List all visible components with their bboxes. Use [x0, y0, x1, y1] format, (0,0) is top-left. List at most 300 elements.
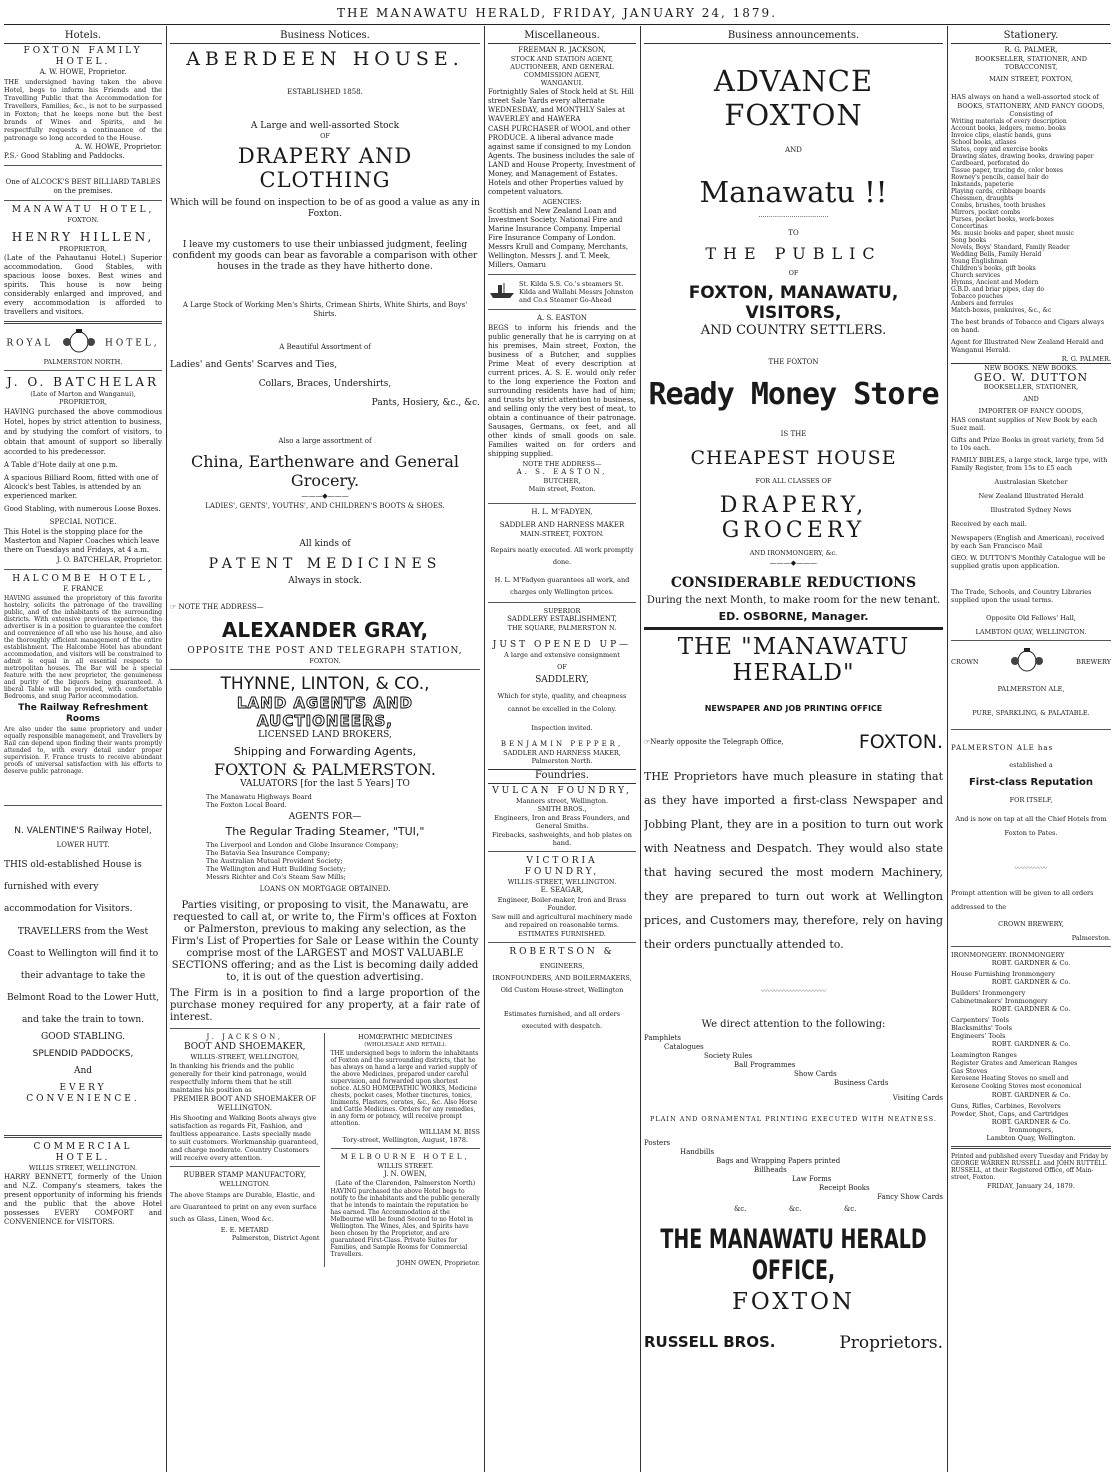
ad-title: China, Earthenware and General Grocery. [191, 452, 459, 490]
hotels-column [4, 30, 162, 1472]
ad-text: Newspapers (English and American), received by each San Francisco Mail [951, 534, 1105, 550]
ad-text: MAIN STREET, FOXTON, [989, 75, 1073, 83]
list-item: School books, atlases [951, 139, 1017, 146]
ad-text: CROWN BREWERY, [998, 920, 1064, 928]
two-column-ads [170, 1033, 480, 1267]
ad-text: The Batavia Sea Insurance Company; [206, 849, 330, 857]
ad-text: BOOKSELLER, STATIONER, [983, 383, 1079, 391]
ad-title: BOOT AND SHOEMAKER, [184, 1042, 306, 1052]
ad-text: SUPERIOR [543, 607, 581, 615]
list-item: Bags and Wrapping Papers printed [716, 1157, 841, 1165]
ad-text: All kinds of [299, 539, 351, 549]
ad-text: Nearly opposite the Telegraph Office, [650, 737, 784, 746]
ad-text: Builders' Ironmongery [951, 989, 1026, 997]
ad-title: IRONMONGERY. IRONMONGERY [951, 951, 1065, 959]
ad-title: THYNNE, LINTON, & CO., [220, 674, 430, 694]
ad-title: A. S. EASTON, [516, 468, 608, 476]
office-address [644, 731, 943, 753]
ad-jackson [170, 1033, 325, 1267]
ad-body: TRAVELLERS from the West Coast to Wellington will find it to their advantage to take the Belmont Road to the Lower Hutt, and take the train to town. [6, 927, 160, 1025]
list-item: Rowney's pencils, camel hair do [951, 174, 1049, 181]
ad-title: RUSSELL BROS. [644, 1333, 776, 1351]
ad-title: J. JACKSON, [206, 1033, 284, 1041]
ad-text: Blacksmiths' Tools [951, 1024, 1012, 1032]
ad-body: Are also under the same proprietory and under equally responsible management, and Travellers by Rail can depend upon finding their wants promptly attended to, with every detail under proper supervision. F. France trusts to receive abundant proofs of universal satisfaction with his efforts to deserve public patronage. [4, 726, 162, 775]
printing-list-1 [644, 1030, 943, 1090]
ad-text: ROBT. GARDNER & Co. [991, 959, 1071, 967]
ad-title: AND COUNTRY SETTLERS. [700, 323, 887, 338]
ad-title: FOXTON FAMILY HOTEL. [23, 46, 143, 67]
ad-title: PALMERSTON ALE has [951, 744, 1054, 752]
ad-text: BOOKS, STATIONERY, AND FANCY GOODS, [957, 102, 1105, 110]
column-heading: Stationery. [951, 30, 1111, 44]
ad-text: AGENTS FOR— [288, 812, 362, 822]
list-item: Church services [951, 272, 1001, 279]
ad-heading: AGENCIES: [542, 198, 582, 206]
list-item: Fancy Show Cards [877, 1193, 943, 1201]
ad-body: HAVING purchased the above commodious Hotel, hopes by strict attention to business, and by studying the comfort of visitors, to obtain that amount of support so liberally accorded to his predecessor. [4, 408, 162, 456]
ad-text: A Large and well-assorted Stock [250, 121, 400, 131]
ad-text: House Furnishing Ironmongery [951, 970, 1055, 978]
ad-text: PREMIER BOOT AND SHOEMAKER OF WELLINGTON. [173, 1095, 317, 1112]
ad-text: IMPORTER OF FANCY GOODS, [978, 407, 1084, 415]
ad-text: E. E. METARD [220, 1226, 269, 1234]
ad-text: A Beautiful Assortment of [279, 343, 371, 351]
ad-text: And [73, 1066, 93, 1076]
ad-text: PURE, SPARKLING, & PALATABLE. [972, 709, 1090, 717]
ad-text: The Liverpool and London and Globe Insurance Company; [206, 841, 399, 849]
ad-title: HENRY HILLEN, [11, 230, 155, 244]
ad-text: Collars, Braces, Undershirts, [258, 379, 392, 389]
ad-text: New Zealand Illustrated Herald [978, 492, 1084, 500]
list-item: Writing materials of every description [951, 118, 1067, 125]
column-divider [640, 26, 641, 1472]
ad-text: VALUATORS [for the last 5 Years] TO [240, 779, 410, 789]
ad-text: SADDLER AND HARNESS MAKER, [503, 749, 621, 757]
pointing-hand-icon: ☞ [170, 603, 179, 611]
ad-title: SADDLERY ESTABLISHMENT, [507, 615, 617, 623]
divider-wavy: 〰〰〰〰〰 [1014, 864, 1048, 872]
ad-text: Cabinetmakers' Ironmongery [951, 997, 1048, 1005]
ad-text: Manners street, Wellington. [515, 797, 609, 805]
ad-text: Carpenters' Tools [951, 1016, 1009, 1024]
crown-brewery-heading [951, 647, 1111, 677]
ad-text: Repairs neatly executed. All work promptly done. [490, 546, 634, 566]
section-heading: Foundries. [488, 769, 636, 784]
ad-text: NEWSPAPER AND JOB PRINTING OFFICE [704, 704, 883, 713]
business-column [170, 30, 480, 1472]
ad-body: BEGS to inform his friends and the public generally that he is carrying on at his premises, Main street, Foxton, the business of a Butcher, and supplies Prime Meat of every description at current prices. A. S. E. would only refer to the long experience the Foxton and surrounding residents have had of him; and trusts by strict attention to business, and selling only the very best of meat, to obtain a continuance of their patronage. Sausages, Germans, ox feet, and all other kinds of small goods on sale. Families waited on for orders and shipping supplied. [488, 324, 636, 458]
ad-text: LADIES', GENTS', YOUTHS', AND CHILDREN'S BOOTS & SHOES. [205, 502, 445, 510]
ad-text: LAMBTON QUAY, WELLINGTON. [975, 628, 1087, 636]
ad-text: Australasian Sketcher [994, 478, 1068, 486]
ad-title: ROYAL [6, 338, 54, 349]
ad-body: (Late of the Pahautanui Hotel.) Superior accommodation. Good Stables, with spacious loose boxes. Best wines and spirits. This house is now being considerably enlarged and improved, and every accommodation is afforded to travellers and visitors. [4, 254, 162, 316]
announcements-column [644, 30, 943, 1472]
ad-text: The Australian Mutual Provident Society; [206, 857, 343, 865]
steamship-icon [488, 280, 516, 304]
ad-text: ED. OSBORNE, Manager. [718, 610, 869, 623]
ad-heading: SPECIAL NOTICE. [49, 518, 117, 526]
ad-text: Main street, Foxton. [528, 485, 596, 493]
ad-title: COMMERCIAL HOTEL. [33, 1142, 133, 1163]
coat-of-arms-icon [59, 328, 99, 358]
ad-text: The Trade, Schools, and Country Libraries supplied upon the usual terms. [951, 588, 1092, 604]
divider-wavy: 〰〰〰〰〰〰〰〰〰〰 [761, 987, 826, 995]
ad-text: Always in stock. [288, 576, 362, 586]
ad-title: SADDLER AND HARNESS MAKER [499, 521, 625, 529]
ad-text: PALMERSTON NORTH. [43, 358, 123, 366]
list-item: &c. [789, 1205, 802, 1213]
ad-text: FOR ITSELF, [1009, 796, 1053, 804]
ad-text: A spacious Billiard Room, fitted with one of Alcock's best Tables, is attended by an experienced marker. [4, 474, 159, 500]
column-heading: Hotels. [4, 30, 162, 44]
ad-text: Kerosene Cooking Stoves most economical [951, 1083, 1082, 1090]
ad-text: NEW BOOKS. NEW BOOKS. [951, 363, 1111, 372]
list-item: Drawing slates, drawing books, drawing paper [951, 153, 1094, 160]
pointing-hand-icon: ☞ [644, 737, 651, 746]
ad-text: Prompt attention will be given to all orders addressed to the [951, 889, 1094, 911]
ad-text: SMITH BROS., [537, 805, 587, 813]
ad-title: Manawatu !! [699, 175, 888, 209]
ad-text: Shipping and Forwarding Agents, [233, 745, 417, 758]
ad-text: Pants, Hosiery, &c., &c. [371, 398, 480, 408]
list-item: Playing cards, cribbage boards [951, 188, 1046, 195]
ad-text: The Foxton Local Board. [206, 801, 287, 809]
list-item: Hymns, Ancient and Modern [951, 279, 1039, 286]
ad-text: WELLINGTON. [219, 1180, 270, 1188]
ad-title: VICTORIA FOUNDRY, [524, 856, 600, 877]
list-item: Business Cards [834, 1079, 889, 1087]
ad-text: THE FOXTON [768, 358, 819, 366]
ad-text: During the next Month, to make room for the new tenant. [646, 595, 941, 606]
ad-title: FOXTON & PALMERSTON. [214, 760, 436, 779]
ad-text: THE SQUARE, PALMERSTON N. [507, 624, 617, 632]
list-item: Tobacco pouches [951, 293, 1003, 300]
ad-text: ROBT. GARDNER & Co. [991, 1091, 1071, 1099]
list-item: &c. [844, 1205, 857, 1213]
list-item: Young Englishman [951, 258, 1008, 265]
ad-text: Guns, Rifles, Carbines, Revolvers [951, 1102, 1061, 1110]
ad-text: A. W. HOWE, Proprietor. [75, 143, 162, 151]
ad-text: ROBT. GARDNER & Co. [991, 978, 1071, 986]
list-item: Ball Programmes [734, 1061, 796, 1069]
ad-text: ROBT. GARDNER & Co. [991, 1118, 1071, 1126]
list-item: Ambers and ferrules [951, 300, 1014, 307]
ad-text: OF [557, 663, 567, 671]
ad-text: H. L. M'Fadyen guarantees all work, and charges only Wellington prices. [494, 576, 630, 596]
ad-text: FOXTON. [67, 216, 99, 224]
list-item: Cardboard, perforated do [951, 160, 1030, 167]
list-item: Society Rules [704, 1052, 753, 1060]
ad-title: JUST OPENED UP— [492, 640, 632, 650]
ad-text: A Large Stock of Working Men's Shirts, Crimean Shirts, White Shirts, and Boys' Shirts. [182, 301, 468, 318]
masthead-rule [4, 24, 1110, 25]
ad-title: CHEAPEST HOUSE [690, 447, 897, 469]
list-item: Concertinas [951, 223, 988, 230]
ad-title: MELBOURNE HOTEL, [340, 1153, 470, 1161]
ad-title: DRAPERY AND CLOTHING [237, 144, 413, 192]
ad-title: FREEMAN R. JACKSON, [518, 46, 606, 54]
list-item: Invoice clips, elastic bands, guns [951, 132, 1052, 139]
note-address [170, 603, 480, 612]
ad-title: FOXTON. [858, 731, 943, 753]
ad-title: GEO. W. DUTTON [973, 371, 1089, 384]
ad-text: BOOKSELLER, STATIONER, AND TOBACCONIST, [974, 55, 1088, 71]
ad-text: The Regular Trading Steamer, "TUI," [225, 825, 425, 838]
ad-text: Leamington Ranges [951, 1051, 1017, 1059]
ad-text: Firebacks, sashweights, and hob plates on hand. [492, 831, 632, 847]
ad-text: Also a large assortment of [278, 437, 372, 445]
ad-text: Which will be found on inspection to be of as good a value as any in Foxton. [170, 198, 480, 219]
column-divider [947, 26, 948, 1472]
list-item: Children's books, gift books [951, 265, 1036, 272]
ad-text: Messrs Richter and Co's Steam Saw Mills; [206, 873, 346, 881]
ad-text: We direct attention to the following: [701, 1019, 886, 1030]
ad-title: DRAPERY, GROCERY [719, 493, 868, 543]
ad-text: FAMILY BIBLES, a large stock, large type, with Family Register, from 15s to £5 each [951, 456, 1108, 472]
ad-text: LICENSED LAND BROKERS, [258, 730, 392, 740]
ad-text: Ironmongers, [1008, 1126, 1054, 1134]
ad-text: LOWER HUTT. [56, 841, 110, 849]
ad-text: WILLIS STREET. [377, 1162, 434, 1170]
ad-text: Illustrated Sydney News [990, 506, 1072, 514]
ad-text: P.S.- Good Stabling and Paddocks. [4, 152, 125, 160]
ad-text: ROBT. GARDNER & Co. [991, 1005, 1071, 1013]
ad-text: BUTCHER, [543, 477, 581, 485]
printing-list-2 [644, 1139, 943, 1225]
list-item: Receipt Books [819, 1184, 870, 1192]
ad-text: FOXTON. [309, 657, 341, 665]
misc-column [488, 30, 636, 1472]
ad-text: Engineer, Boiler-maker, Iron and Brass Founder. [497, 896, 627, 912]
ad-body: Scottish and New Zealand Loan and Investment Society. National Fire and Marine Insurance Company. Imperial Fire Insurance Company of London. Messrs Krull and Company, Merchants, Wellington. Messrs J. and T. Meek, Millers, Oamaru [488, 207, 629, 269]
ad-text: WILLIAM M. BISS [419, 1128, 480, 1136]
ad-title: BENJAMIN PEPPER, [500, 740, 624, 748]
ad-text: Palmerston. [1071, 934, 1111, 942]
ad-title: R. G. PALMER, [1004, 46, 1058, 54]
ad-title: CONSIDERABLE REDUCTIONS [670, 575, 917, 591]
ad-title: FOXTON [731, 1289, 856, 1315]
ad-title: J. O. BATCHELAR [6, 375, 160, 389]
ad-title: VULCAN FOUNDRY, [492, 786, 632, 796]
list-item: Combs, brushes, tooth brushes [951, 202, 1046, 209]
list-item: Show Cards [794, 1070, 837, 1078]
ad-text: ENGINEERS, [539, 962, 585, 970]
divider-ornament: ———◆——— [301, 492, 349, 500]
list-item: Wedding Bells, Family Herald [951, 251, 1042, 258]
ad-text: A Table d'Hote daily at one p.m. [4, 461, 118, 469]
list-item: Handbills [680, 1148, 715, 1156]
proprietors-line [644, 1333, 943, 1353]
column-heading: Business announcements. [644, 30, 943, 44]
ad-text: ROBT. GARDNER & Co. [991, 1040, 1071, 1048]
ad-text: OF [788, 269, 799, 277]
ad-text: IS THE [780, 430, 807, 438]
ad-text: NOTE THE ADDRESS— [522, 460, 602, 468]
ad-text: Gas Stoves [951, 1067, 988, 1075]
divider-dots: ·································· [758, 213, 829, 221]
ad-text: Gifts and Prize Books in great variety, from 5d to 10s each. [951, 436, 1104, 452]
ad-text: PROPRIETOR, [59, 245, 107, 253]
ad-text: GEO. W. DUTTON'S Monthly Catalogue will be supplied gratis upon application. [951, 554, 1106, 570]
ad-text: One of ALCOCK'S BEST BILLIARD TABLES on the premises. [5, 178, 161, 195]
ad-text: Tory-street, Wellington, August, 1878. [342, 1136, 469, 1144]
ad-homeopathic [331, 1033, 481, 1267]
ad-text: TO [788, 229, 799, 237]
list-item: Purses, pocket books, work-boxes [951, 216, 1054, 223]
ad-text: Engineers, Iron and Brass Founders, and General Smiths. [494, 814, 630, 830]
ad-body: The above Stamps are Durable, Elastic, and are Guaranteed to print on any even surface such as Glass, Linen, Wood &c. [170, 1191, 317, 1223]
ad-text: Saw mill and agricultural machinery made and repaired on reasonable terms. [491, 913, 633, 929]
steamer-ad [488, 279, 636, 305]
ad-text: Register Grates and American Ranges [951, 1059, 1078, 1067]
ad-text: A. W. HOWE, Proprietor. [39, 68, 127, 76]
ad-title: HOTEL, [104, 338, 160, 349]
ad-body: The Firm is in a position to find a large proportion of the purchase money required for any property, at a fair rate of interest. [170, 988, 480, 1023]
ad-text: (WHOLESALE AND RETAIL). [364, 1042, 447, 1048]
ad-body: THE Proprietors have much pleasure in stating that as they have imported a first-class Newspaper and Jobbing Plant, they are in a position to turn out work with Neatness and Despatch. They would also state that having secured the most modern Machinery, they are prepared to turn out work at Wellington prices, and Customers may, therefore, rely on having their orders punctually attended to. [644, 770, 943, 951]
ad-text: OPPOSITE THE POST AND TELEGRAPH STATION, [187, 646, 463, 656]
ad-title: PATENT MEDICINES [208, 556, 442, 572]
list-item: Catalogues [664, 1043, 704, 1051]
list-item: Chessmen, draughts [951, 195, 1014, 202]
list-item: Song books [951, 237, 987, 244]
imprint: Printed and published every Tuesday and Friday by GEORGE WARREN RUSSELL and JOHN RUTTELL RUSSELL, at their Registered Office, off Main-street, Foxton. [951, 1153, 1109, 1181]
ad-title: ADVANCE FOXTON [713, 64, 874, 132]
ad-title: BREWERY [1076, 658, 1111, 666]
ad-text: WILLIS-STREET, WELLINGTON. [507, 878, 617, 886]
ad-text: Old Custom House-street, Wellington [500, 986, 624, 994]
ad-text: The Wellington and Hutt Building Society; [206, 865, 346, 873]
ad-title: HOMŒPATHIC MEDICINES [358, 1033, 453, 1041]
ad-title: THE PUBLIC [705, 244, 882, 263]
list-item: &c. [734, 1205, 747, 1213]
column-divider [484, 26, 485, 1472]
ad-text: R. G. PALMER. [1061, 355, 1111, 363]
column-divider [166, 26, 167, 1472]
ad-text: Palmerston North. [531, 757, 593, 765]
ad-body: HAS always on hand a well-assorted stock of [951, 93, 1099, 101]
ad-text: LOANS ON MORTGAGE OBTAINED. [259, 885, 391, 893]
list-item: Inkstands, papeterie [951, 181, 1014, 188]
ad-title: THE "MANAWATU HERALD" [677, 634, 910, 686]
ad-body: His Shooting and Walking Boots always give satisfaction as regards Fit, Fashion, and faultless appearance. Lasts specially made to suit customers. Workmanship guaranteed, and charge moderate. Country Customers will receive every attention. [170, 1114, 319, 1162]
coat-of-arms-icon [1007, 647, 1047, 677]
ad-text: J. N. OWEN, [383, 1170, 427, 1178]
list-item: Slates, copy and exercise books [951, 146, 1048, 153]
stationery-list [951, 118, 1111, 314]
list-item: G.B.D. and briar pipes, clay do [951, 286, 1045, 293]
ad-text: PROPRIETOR, [59, 398, 107, 406]
ad-text: JOHN OWEN, Proprietor. [396, 1259, 480, 1267]
ad-text: NOTE THE ADDRESS— [178, 603, 264, 611]
stationery-column [951, 30, 1111, 1472]
ad-title: LAND AGENTS AND AUCTIONEERS, [237, 694, 413, 730]
ad-title: N. VALENTINE'S Railway Hotel, [14, 826, 152, 836]
ad-title: H. L. M'FADYEN, [531, 508, 593, 516]
ad-text: Kerosene Heating Stoves no smell and [951, 1075, 1069, 1082]
ad-text: AND [1023, 395, 1039, 403]
ad-title: ROBERTSON & [509, 947, 615, 957]
list-item: Account books, ledgers, memo. books [951, 125, 1066, 132]
ad-body: HAVING purchased the above Hotel begs to notify to the inhabitants and the public generally that he intends to maintain the reputation he has earned. The Accommodation at the Melbourne will be found Second to no Hotel in Wellington. The Wines, Ales, and Spirits have been chosen by the Proprietor, and are guaranteed First-Class. Private Suites for Families, and Sample Rooms for Commercial Travellers. [330, 1188, 480, 1258]
column-heading: Miscellaneous. [488, 30, 636, 44]
ad-title: SADDLERY, [535, 675, 589, 685]
ad-body: HAVING assumed the proprietory of this favorite hostelry, solicits the patronage of the travelling public, and of the inhabitants of the surrounding districts. With extensive previous experience, the advertiser is in a position to guarantee the comfort and convenience of all who use his house, and also the thoroughly efficient management of the entire establishment. The Halcombe Hotel has abundant accommodation, and visitors will be constrained to admit is equal in all essential respects to metropolitan houses. The Bar will be a special feature with the new proprietor, the genuineness and purity of the liquors being guaranteed. A liberal Table will be provided, with comfortable Bedrooms, and snug Parlor accommodation. [4, 595, 162, 700]
list-item: Novels, Boys' Standard, Family Reader [951, 244, 1070, 251]
ad-title: Ready Money Store [648, 377, 939, 412]
ad-text: OF [320, 132, 330, 140]
ad-text: Opposite Old Fellows' Hall, [986, 614, 1076, 622]
masthead: THE MANAWATU HERALD, FRIDAY, JANUARY 24, 1879. [336, 6, 778, 20]
ad-text: ESTIMATES FURNISHED. [518, 930, 606, 938]
list-item: Visiting Cards [892, 1094, 943, 1102]
ad-text: The Manawatu Highways Board [206, 793, 312, 801]
ad-title: The Railway Refreshment Rooms [18, 703, 148, 724]
ad-text: AUCTIONEER, AND GENERAL COMMISSION AGENT, [510, 63, 614, 79]
ad-text: AND [785, 146, 802, 154]
ad-body: THE undersigned having taken the above Hotel, begs to inform his Friends and the Travelling Public that the Accommodation for Travellers, Families, &c., is not to be surpassed in Foxton; that he keeps none but the best brands of Wines and Spirits, and he respectfully requests a continuance of the patronage so long accorded to the House. [4, 78, 162, 142]
imprint-date: FRIDAY, January 24, 1879. [987, 1182, 1075, 1190]
ad-text: St. Kilda S.S. Co.'s steamers St. Kilda and Wallabi Messrs Johnston and Co.s Steamer Go-Ahead [519, 280, 634, 304]
ad-title: Proprietors. [839, 1333, 943, 1353]
ad-text: Ladies' and Gents' Scarves and Ties, [170, 360, 338, 370]
list-item: Pamphlets [644, 1034, 681, 1042]
ad-text: GOOD STABLING. [41, 1032, 125, 1042]
ad-title: First-class Reputation [968, 777, 1094, 788]
ad-text: PALMERSTON ALE, [997, 685, 1065, 693]
ad-title: RUBBER STAMP MANUFACTORY, [183, 1171, 307, 1179]
ad-text: WILLIS STREET, WELLINGTON. [28, 1164, 138, 1172]
ad-body: Fortnightly Sales of Stock held at St. Hill street Sale Yards every alternate WEDNESDAY, and MONTHLY Sales at WAVERLEY and HAWERA [488, 88, 634, 123]
list-item: Tissue paper, tracing do, color boxes [951, 167, 1063, 174]
divider-ornament: ———◆——— [769, 559, 818, 567]
ad-text: HAS constant supplies of New Book by each Suez mail. [951, 416, 1098, 432]
ad-text: IRONFOUNDERS, AND BOILERMAKERS, [492, 974, 632, 982]
ad-title: ABERDEEN HOUSE. [186, 48, 464, 70]
ad-text: Inspection invited. [531, 724, 593, 732]
ad-text: Received by each mail. [951, 520, 1027, 528]
ad-title: A. S. EASTON [537, 314, 587, 322]
ad-text: Agent for Illustrated New Zealand Herald and Wanganui Herald. [951, 338, 1104, 354]
ad-body: THIS old-established House is furnished with every accommodation for Visitors. [4, 860, 142, 914]
ad-text: The best brands of Tobacco and Cigars always on hand. [951, 318, 1105, 334]
ad-text: SPLENDID PADDOCKS, [32, 1049, 134, 1059]
ad-text: (Late of Marton and Wanganui), [30, 390, 136, 398]
ad-text: Estimates furnished, and all orders executed with despatch. [503, 1010, 621, 1030]
ad-title: CROWN [951, 658, 979, 666]
ad-title: MANAWATU HOTEL, [11, 205, 155, 215]
royal-hotel-heading [4, 328, 162, 358]
ad-text: WANGANUI. [540, 79, 584, 87]
ad-text: MAIN-STREET, FOXTON. [520, 530, 604, 538]
ad-text: Which for style, quality, and cheapness cannot be excelled in the Colony. [497, 692, 627, 713]
ad-text: F. FRANCE [63, 585, 103, 593]
ad-body: In thanking his friends and the public generally for their kind patronage, would respectfully inform them that he still maintains his position as [170, 1062, 307, 1094]
ad-title: FOXTON, MANAWATU, VISITORS, [688, 283, 899, 323]
ad-title: ALEXANDER GRAY, [221, 618, 429, 642]
list-item: Match-boxes, penknives, &c., &c [951, 307, 1052, 314]
ad-text: And is now on tap at all the Chief Hotels from Foxton to Pates. [955, 815, 1107, 837]
ad-text: ESTABLISHED 1858. [287, 88, 363, 96]
ad-text: established a [1009, 761, 1053, 769]
ad-text: E. SEAGAR, [540, 886, 584, 894]
list-item: Ms. music books and paper, sheet music [951, 230, 1074, 237]
ad-body: HARRY BENNETT, formerly of the Union and N.Z. Company's steamers, takes the present opportunity of informing his friends and the public that the above Hotel possesses EVERY COMFORT and CONVENIENCE for VISITORS. [4, 1173, 162, 1226]
column-heading: Business Notices. [170, 30, 480, 44]
ad-text: Powder, Shot, Caps, and Cartridges [951, 1110, 1069, 1118]
